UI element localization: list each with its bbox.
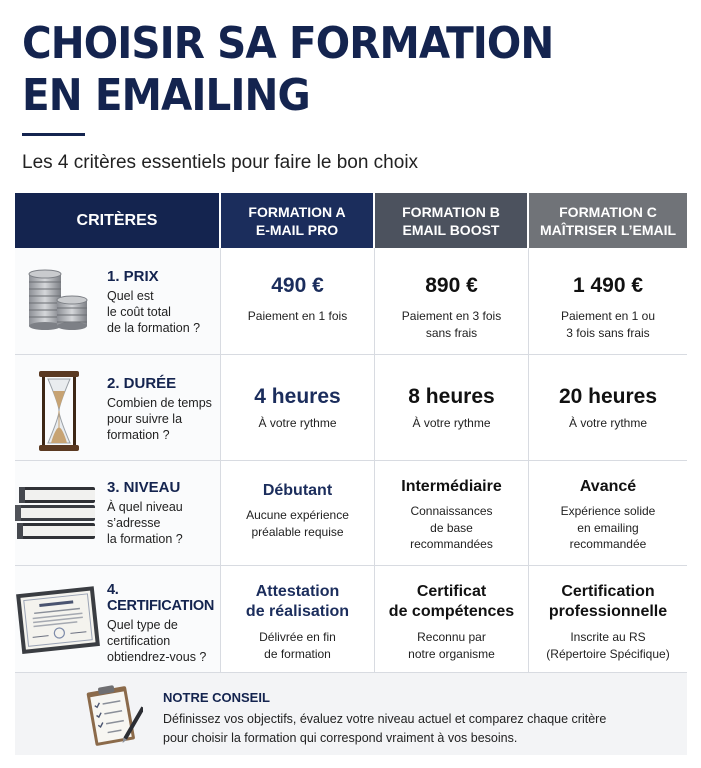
clipboard-checklist-image bbox=[83, 683, 143, 749]
duration-note: À votre rythme bbox=[412, 416, 491, 430]
title-line-2: EN EMAILING bbox=[22, 70, 310, 121]
header-formation-c bbox=[529, 193, 687, 248]
criterion-level bbox=[15, 461, 221, 566]
cell-c-duration bbox=[529, 355, 687, 461]
cell-a-certification bbox=[221, 566, 375, 673]
header-b-line1: FORMATION B bbox=[402, 203, 500, 220]
note-line: de base bbox=[430, 520, 473, 535]
cell-b-price bbox=[375, 248, 529, 355]
header-c-line1: FORMATION C bbox=[559, 203, 657, 220]
note-line: de formation bbox=[264, 646, 331, 661]
certification-value bbox=[246, 582, 349, 622]
title-underline bbox=[22, 133, 85, 136]
desc-line: À quel niveau bbox=[107, 500, 183, 514]
header-a-line2: E-MAIL PRO bbox=[255, 221, 339, 238]
level-value: Intermédiaire bbox=[401, 478, 502, 495]
note-line: Reconnu par bbox=[417, 630, 486, 644]
note-line: 3 fois sans frais bbox=[566, 325, 650, 340]
desc-line: le coût total bbox=[107, 305, 171, 319]
advice-box bbox=[15, 673, 687, 755]
title-line-1: CHOISIR SA FORMATION bbox=[22, 18, 554, 69]
note-line: Paiement en 1 fois bbox=[247, 309, 348, 323]
desc-line: pour suivre la bbox=[107, 412, 183, 426]
page-subtitle: Les 4 critères essentiels pour faire le bon choix bbox=[22, 152, 419, 173]
criterion-certification-title: 4. CERTIFICATION bbox=[107, 582, 214, 614]
advice-text bbox=[163, 710, 663, 748]
certification-note bbox=[546, 629, 669, 662]
header-criteria bbox=[15, 193, 221, 248]
books-stack-image bbox=[15, 479, 107, 559]
note-line: Paiement en 3 fois bbox=[401, 309, 502, 323]
certification-value bbox=[549, 582, 667, 622]
note-line: Aucune expérience bbox=[246, 508, 349, 522]
value-line: Certification bbox=[561, 583, 655, 600]
cell-c-certification bbox=[529, 566, 687, 673]
duration-note: À votre rythme bbox=[568, 416, 648, 430]
value-line: Certificat bbox=[416, 583, 487, 600]
header-c-line2: MAÎTRISER L’EMAIL bbox=[539, 221, 677, 238]
advice-title: NOTRE CONSEIL bbox=[163, 690, 270, 705]
note-line: Expérience solide bbox=[560, 504, 656, 518]
price-note bbox=[402, 308, 501, 341]
desc-line: Quel est bbox=[107, 289, 154, 303]
note-line: préalable requise bbox=[251, 524, 344, 539]
criterion-price bbox=[15, 248, 221, 355]
desc-line: obtiendrez-vous ? bbox=[107, 650, 207, 664]
criterion-level-desc bbox=[107, 499, 217, 547]
header-b-line2: EMAIL BOOST bbox=[402, 221, 500, 238]
advice-line-1: Définissez vos objectifs, évaluez votre niveau actuel et comparez chaque critère bbox=[163, 712, 607, 726]
level-note bbox=[410, 503, 493, 553]
criterion-duration-desc bbox=[107, 395, 217, 443]
cell-c-price bbox=[529, 248, 687, 355]
duration-note: À votre rythme bbox=[258, 416, 337, 430]
duration-value: 20 heures bbox=[558, 385, 658, 408]
note-line: Délivrée en fin bbox=[259, 630, 336, 644]
cell-b-certification bbox=[375, 566, 529, 673]
coins-stack-image bbox=[15, 268, 107, 348]
criterion-level-title: 3. NIVEAU bbox=[107, 479, 181, 496]
certification-note bbox=[259, 629, 336, 662]
desc-line: s’adresse bbox=[107, 516, 161, 530]
certification-value bbox=[389, 582, 514, 622]
duration-value: 4 heures bbox=[254, 385, 341, 408]
level-note bbox=[561, 503, 656, 553]
desc-line: la formation ? bbox=[107, 532, 183, 546]
value-line: de réalisation bbox=[245, 603, 350, 620]
cell-b-duration bbox=[375, 355, 529, 461]
desc-line: Quel type de bbox=[107, 618, 178, 632]
price-value: 1 490 € bbox=[572, 274, 644, 297]
level-value: Avancé bbox=[579, 478, 637, 495]
note-line: en emailing bbox=[577, 520, 639, 535]
cell-c-level bbox=[529, 461, 687, 566]
value-line: professionnelle bbox=[548, 603, 668, 620]
note-line: sans frais bbox=[425, 325, 478, 340]
header-formation-b bbox=[375, 193, 529, 248]
note-line: Connaissances bbox=[410, 504, 493, 518]
comparison-table bbox=[15, 193, 687, 673]
note-line: recommandées bbox=[410, 537, 493, 551]
criterion-certification-desc bbox=[107, 617, 217, 665]
level-note bbox=[246, 507, 349, 540]
header-a-line1: FORMATION A bbox=[248, 203, 346, 220]
header-formation-a bbox=[221, 193, 375, 248]
price-value: 890 € bbox=[425, 274, 478, 297]
certificate-image bbox=[15, 582, 107, 662]
cell-a-price bbox=[221, 248, 375, 355]
cell-a-duration bbox=[221, 355, 375, 461]
level-value: Débutant bbox=[262, 482, 333, 499]
desc-line: Combien de temps bbox=[107, 396, 212, 410]
price-note bbox=[248, 308, 347, 325]
value-line: Attestation bbox=[255, 583, 340, 600]
advice-line-2: pour choisir la formation qui correspond vraiment à vos besoins. bbox=[163, 731, 518, 745]
price-note bbox=[561, 308, 655, 341]
note-line: recommandée bbox=[569, 537, 647, 551]
desc-line: certification bbox=[107, 634, 171, 648]
cell-b-level bbox=[375, 461, 529, 566]
criterion-price-desc bbox=[107, 288, 217, 336]
criterion-price-title: 1. PRIX bbox=[107, 268, 159, 285]
note-line: notre organisme bbox=[408, 646, 495, 661]
header-criteria-label: CRITÈRES bbox=[76, 211, 158, 229]
desc-line: formation ? bbox=[107, 428, 170, 442]
note-line: Inscrite au RS bbox=[570, 630, 646, 644]
criterion-duration bbox=[15, 355, 221, 461]
note-line: Paiement en 1 ou bbox=[560, 309, 656, 323]
hourglass-image bbox=[15, 371, 107, 451]
desc-line: de la formation ? bbox=[107, 321, 201, 335]
price-value: 490 € bbox=[271, 274, 324, 297]
criterion-certification bbox=[15, 566, 221, 673]
page-title bbox=[22, 18, 629, 122]
criterion-duration-title: 2. DURÉE bbox=[107, 375, 177, 392]
value-line: de compétences bbox=[388, 603, 515, 620]
cell-a-level bbox=[221, 461, 375, 566]
note-line: (Répertoire Spécifique) bbox=[546, 646, 670, 661]
certification-note bbox=[408, 629, 495, 662]
duration-value: 8 heures bbox=[408, 385, 495, 408]
